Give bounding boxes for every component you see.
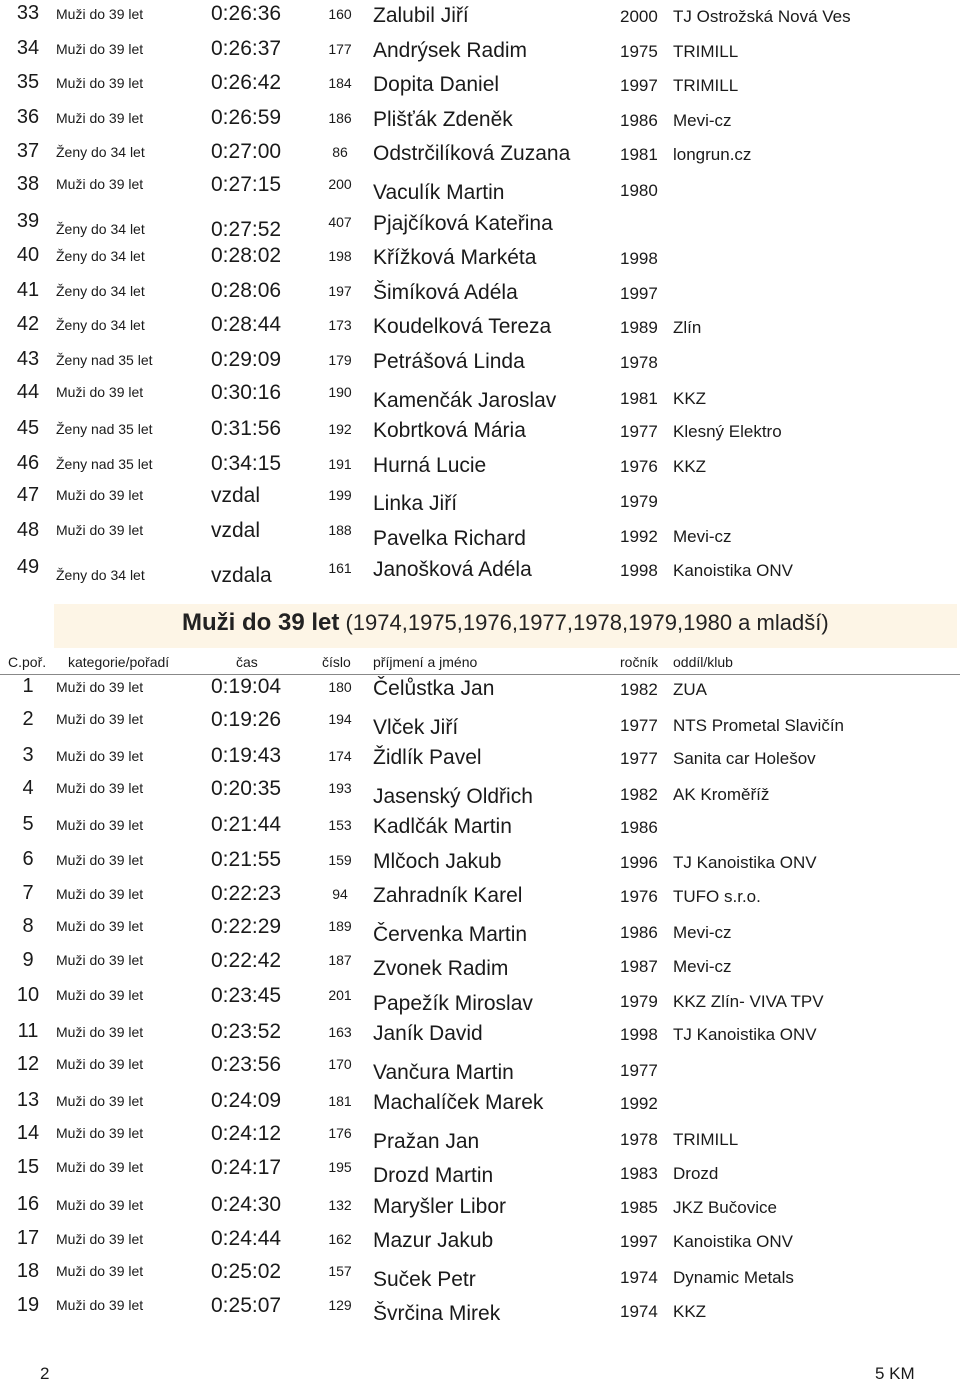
result-club: KKZ [673,456,707,476]
result-time: 0:27:15 [211,173,282,196]
result-club: KKZ [673,388,707,408]
table-row [0,450,960,484]
result-time: 0:25:07 [211,1294,282,1317]
result-bib-number: 180 [328,679,352,695]
result-time: 0:28:02 [211,244,282,268]
result-name: Kamenčák Jaroslav [373,388,557,412]
result-name: Švrčina Mirek [373,1302,501,1325]
page-number: 2 [40,1364,50,1383]
result-position: 42 [16,313,40,336]
result-bib-number: 195 [328,1159,352,1175]
result-birth-year: 1977 [620,715,658,735]
result-position: 19 [16,1294,40,1316]
result-name: Zahradník Karel [373,884,523,907]
result-category: Muži do 39 let [56,817,144,833]
result-position: 5 [22,813,34,835]
result-bib-number: 192 [328,421,352,438]
result-category: Ženy nad 35 let [56,352,153,368]
result-bib-number: 197 [328,282,352,299]
result-club: TRIMILL [673,41,739,61]
result-category: Ženy do 34 let [56,220,145,237]
result-position: 37 [16,140,40,163]
table-row [0,484,960,518]
result-name: Maryšler Libor [373,1194,507,1218]
result-bib-number: 162 [328,1231,352,1247]
table-row [0,554,960,588]
result-category: Muži do 39 let [56,851,144,868]
table-row [0,1122,960,1156]
result-time: 0:19:04 [211,675,282,698]
result-birth-year: 2000 [620,7,658,26]
result-club: longrun.cz [673,145,752,165]
result-club: TJ Kanoistika ONV [673,852,817,872]
result-category: Muži do 39 let [56,1055,144,1072]
result-position: 48 [16,519,40,541]
result-club: AK Kroměříž [673,784,770,804]
result-club: KKZ Zlín- VIVA TPV [673,991,824,1011]
result-bib-number: 184 [328,75,352,92]
table-row [0,1087,960,1121]
table-row [0,35,960,69]
table-row [0,242,960,276]
result-position: 8 [22,914,34,937]
result-name: Vančura Martin [373,1060,514,1084]
table-row [0,1156,960,1190]
table-row [0,915,960,949]
table-row [0,1191,960,1225]
table-row [0,1260,960,1294]
table-row [0,104,960,138]
result-name: Drozd Martin [373,1164,494,1187]
result-name: Kadlčák Martin [373,815,512,838]
result-category: Muži do 39 let [56,1262,144,1279]
result-birth-year: 1986 [620,922,658,942]
result-time: 0:26:37 [211,36,282,60]
result-time: 0:26:36 [211,2,282,25]
result-club: TJ Ostrožská Nová Ves [673,7,851,26]
result-name: Vlček Jiří [373,715,459,739]
table-row [0,1053,960,1087]
result-time: 0:28:06 [211,278,282,302]
result-name: Koudelková Tereza [373,315,552,339]
result-time: 0:21:55 [211,847,282,871]
result-club: Kanoistika ONV [673,560,793,580]
result-name: Machalíček Marek [373,1091,544,1114]
result-name: Andrýsek Radim [373,38,528,62]
result-name: Odstrčilíková Zuzana [373,142,571,166]
header-position: C.poř. [8,654,47,670]
result-birth-year: 1998 [620,249,658,269]
table-row [0,984,960,1018]
result-position: 15 [16,1156,40,1178]
result-category: Ženy nad 35 let [56,455,153,472]
result-club: TRIMILL [673,1129,739,1149]
result-position: 45 [16,417,40,440]
result-position: 38 [16,173,40,195]
result-bib-number: 157 [328,1262,352,1279]
column-headers [0,652,960,675]
result-category: Muži do 39 let [56,886,144,902]
table-row [0,1294,960,1328]
result-category: Muži do 39 let [56,1124,144,1141]
result-club: KKZ [673,1302,707,1321]
result-name: Plišťák Zdeněk [373,107,513,131]
result-position: 10 [16,983,40,1006]
result-bib-number: 161 [328,559,352,576]
result-category: Muži do 39 let [56,952,144,968]
result-bib-number: 200 [328,176,352,192]
result-position: 36 [16,105,40,128]
result-club: Klesný Elektro [673,422,782,442]
table-row [0,708,960,742]
result-category: Muži do 39 let [56,748,144,764]
result-category: Muži do 39 let [56,1159,144,1175]
result-category: Ženy do 34 let [56,144,145,161]
result-birth-year: 1981 [620,145,658,165]
result-category: Ženy do 34 let [56,248,145,265]
result-birth-year: 1974 [620,1267,658,1287]
result-time: 0:28:44 [211,313,282,337]
table-row [0,311,960,345]
result-bib-number: 194 [328,710,352,727]
result-birth-year: 1979 [620,492,658,512]
result-time: 0:31:56 [211,417,282,441]
result-birth-year: 1974 [620,1302,658,1321]
header-club: oddíl/klub [673,654,733,670]
result-name: Kobrtková Mária [373,419,526,443]
result-club: NTS Prometal Slavičín [673,715,844,735]
result-time: 0:29:09 [211,348,282,371]
result-category: Muži do 39 let [56,917,144,934]
result-time: vzdal [211,519,261,542]
result-name: Mazur Jakub [373,1229,494,1252]
result-position: 17 [16,1227,40,1249]
result-name: Janík David [373,1022,483,1045]
result-club: Mevi-cz [673,527,732,546]
result-position: 46 [16,451,40,474]
result-birth-year: 1996 [620,852,658,872]
result-time: 0:23:45 [211,983,282,1007]
result-birth-year: 1980 [620,181,658,200]
result-bib-number: 188 [328,522,352,538]
result-birth-year: 1981 [620,388,658,408]
result-position: 13 [16,1089,40,1111]
result-birth-year: 1997 [620,76,658,96]
result-position: 39 [16,209,40,232]
table-row [0,1225,960,1259]
result-bib-number: 163 [328,1024,352,1040]
result-category: Muži do 39 let [56,40,144,57]
category-title [182,609,829,637]
result-position: 6 [22,847,34,870]
result-bib-number: 190 [328,383,352,400]
result-position: 14 [16,1121,40,1144]
result-name: Petrášová Linda [373,350,525,373]
result-bib-number: 173 [328,317,352,334]
result-club: Drozd [673,1164,719,1183]
result-bib-number: 159 [328,851,352,868]
result-name: Pjajčíková Kateřina [373,211,553,235]
race-distance: 5 KM [875,1364,915,1383]
result-position: 2 [22,707,34,730]
category-title-bold: Muži do 39 let [182,609,340,636]
header-category: kategorie/pořadí [68,654,170,670]
result-club: ZUA [673,680,707,699]
result-birth-year: 1987 [620,957,658,976]
result-name: Suček Petr [373,1267,476,1291]
result-position: 3 [22,744,34,766]
result-time: 0:24:30 [211,1192,282,1216]
result-time: 0:26:42 [211,71,282,95]
result-bib-number: 187 [328,952,352,968]
result-club: Mevi-cz [673,922,732,942]
result-category: Muži do 39 let [56,986,144,1003]
table-row [0,1018,960,1052]
table-row [0,673,960,707]
result-category: Muži do 39 let [56,779,144,796]
result-category: Ženy do 34 let [56,317,145,334]
result-position: 40 [16,244,40,267]
result-name: Čelůstka Jan [373,677,495,700]
result-name: Zvonek Radim [373,957,509,980]
result-birth-year: 1978 [620,353,658,372]
table-row [0,742,960,776]
header-time: čas [236,654,258,670]
result-bib-number: 186 [328,109,352,126]
result-name: Zalubil Jiří [373,4,469,27]
result-time: 0:24:12 [211,1121,282,1145]
result-time: 0:22:42 [211,949,282,972]
result-category: Muži do 39 let [56,522,144,538]
result-birth-year: 1998 [620,1025,658,1044]
result-bib-number: 153 [328,817,352,833]
result-time: 0:34:15 [211,451,282,475]
result-name: Janošková Adéla [373,557,532,581]
result-name: Židlík Pavel [373,746,482,769]
result-position: 4 [22,776,34,799]
result-time: 0:19:43 [211,744,282,767]
table-row [0,949,960,983]
result-position: 35 [16,71,40,94]
table-row [0,208,960,242]
result-position: 43 [16,348,40,370]
result-name: Křížková Markéta [373,246,537,270]
result-birth-year: 1989 [620,318,658,338]
result-bib-number: 198 [328,248,352,265]
result-bib-number: 199 [328,487,352,504]
result-time: 0:27:00 [211,140,282,164]
result-time: 0:22:29 [211,914,282,938]
result-birth-year: 1976 [620,456,658,476]
header-year: ročník [620,654,659,670]
result-category: Muži do 39 let [56,109,144,126]
result-bib-number: 170 [328,1055,352,1072]
result-bib-number: 193 [328,779,352,796]
table-row [0,277,960,311]
result-position: 16 [16,1192,40,1215]
result-time: 0:21:44 [211,813,282,836]
result-category: Muži do 39 let [56,710,144,727]
category-title-years: (1974,1975,1976,1977,1978,1979,1980 a mladší) [339,610,829,635]
result-bib-number: 189 [328,917,352,934]
result-time: 0:30:16 [211,380,282,404]
result-time: 0:20:35 [211,776,282,800]
result-birth-year: 1992 [620,527,658,546]
table-row [0,69,960,103]
result-bib-number: 86 [332,144,348,161]
result-category: Muži do 39 let [56,1297,144,1313]
result-category: Muži do 39 let [56,176,144,192]
result-position: 1 [22,675,34,697]
result-name: Jasenský Oldřich [373,784,533,808]
table-row [0,811,960,845]
result-position: 41 [16,278,40,301]
result-category: Muži do 39 let [56,1196,144,1213]
result-position: 34 [16,36,40,59]
table-row [0,173,960,207]
result-bib-number: 94 [332,886,348,902]
result-time: 0:23:52 [211,1020,282,1043]
result-birth-year: 1975 [620,41,658,61]
result-time: 0:26:59 [211,105,282,129]
result-bib-number: 174 [328,748,352,764]
result-time: 0:22:23 [211,882,282,905]
result-name: Linka Jiří [373,492,458,516]
result-bib-number: 132 [328,1196,352,1213]
result-club: Mevi-cz [673,957,732,976]
result-bib-number: 407 [328,213,352,230]
result-name: Červenka Martin [373,922,528,946]
result-category: Ženy do 34 let [56,282,145,299]
result-position: 12 [16,1052,40,1075]
result-name: Papežík Miroslav [373,991,533,1015]
result-club: Mevi-cz [673,110,732,130]
result-birth-year: 1983 [620,1164,658,1183]
table-row [0,880,960,914]
result-position: 47 [16,484,40,507]
result-bib-number: 129 [328,1297,352,1313]
result-category: Muži do 39 let [56,75,144,92]
result-name: Mlčoch Jakub [373,849,502,873]
result-birth-year: 1979 [620,991,658,1011]
result-club: Zlín [673,318,702,338]
result-bib-number: 176 [328,1124,352,1141]
result-birth-year: 1977 [620,1060,658,1080]
result-birth-year: 1985 [620,1197,658,1217]
result-name: Pavelka Richard [373,527,526,550]
result-birth-year: 1998 [620,560,658,580]
header-name: příjmení a jméno [373,654,478,670]
table-row [0,777,960,811]
result-position: 44 [16,380,40,403]
result-birth-year: 1982 [620,784,658,804]
result-time: vzdala [211,563,272,587]
result-birth-year: 1977 [620,422,658,442]
result-name: Dopita Daniel [373,73,500,97]
result-category: Muži do 39 let [56,1024,144,1040]
result-birth-year: 1977 [620,749,658,768]
result-club: Sanita car Holešov [673,749,816,768]
header-number: číslo [322,654,351,670]
result-birth-year: 1982 [620,680,658,699]
result-club: JKZ Bučovice [673,1197,777,1217]
result-category: Muži do 39 let [56,487,144,504]
result-bib-number: 179 [328,352,352,368]
result-position: 7 [22,882,34,904]
result-category: Muži do 39 let [56,383,144,400]
result-category: Ženy nad 35 let [56,421,153,438]
result-time: 0:24:44 [211,1227,282,1250]
result-category: Ženy do 34 let [56,566,145,583]
result-birth-year: 1986 [620,110,658,130]
table-row [0,0,960,34]
table-row [0,138,960,172]
result-birth-year: 1978 [620,1129,658,1149]
result-bib-number: 160 [328,6,352,22]
result-time: 0:19:26 [211,707,282,731]
result-name: Hurná Lucie [373,453,487,477]
result-bib-number: 201 [328,986,352,1003]
result-time: 0:24:09 [211,1089,282,1112]
result-position: 49 [16,555,40,578]
result-club: TJ Kanoistika ONV [673,1025,817,1044]
result-time: 0:27:52 [211,217,282,241]
table-row [0,381,960,415]
result-position: 18 [16,1259,40,1282]
table-row [0,519,960,553]
result-birth-year: 1992 [620,1094,658,1113]
result-time: 0:23:56 [211,1052,282,1076]
result-name: Pražan Jan [373,1129,480,1153]
result-club: TRIMILL [673,76,739,96]
result-bib-number: 177 [328,40,352,57]
table-row [0,415,960,449]
result-category: Muži do 39 let [56,1231,144,1247]
result-club: Dynamic Metals [673,1267,794,1287]
result-position: 11 [17,1020,39,1042]
result-bib-number: 191 [328,455,352,472]
result-category: Muži do 39 let [56,6,144,22]
result-category: Muži do 39 let [56,1093,144,1109]
table-row [0,846,960,880]
result-club: Kanoistika ONV [673,1232,793,1251]
result-club: TUFO s.r.o. [673,887,761,906]
result-position: 33 [16,2,40,24]
result-birth-year: 1997 [620,283,658,303]
result-name: Šimíková Adéla [373,280,518,304]
result-time: 0:25:02 [211,1259,282,1283]
result-birth-year: 1976 [620,887,658,906]
result-name: Vaculík Martin [373,181,505,204]
table-row [0,346,960,380]
result-time: 0:24:17 [211,1156,282,1179]
result-birth-year: 1997 [620,1232,658,1251]
result-position: 9 [22,949,34,971]
result-birth-year: 1986 [620,818,658,837]
result-bib-number: 181 [328,1093,352,1109]
result-time: vzdal [211,484,261,508]
result-category: Muži do 39 let [56,679,144,695]
